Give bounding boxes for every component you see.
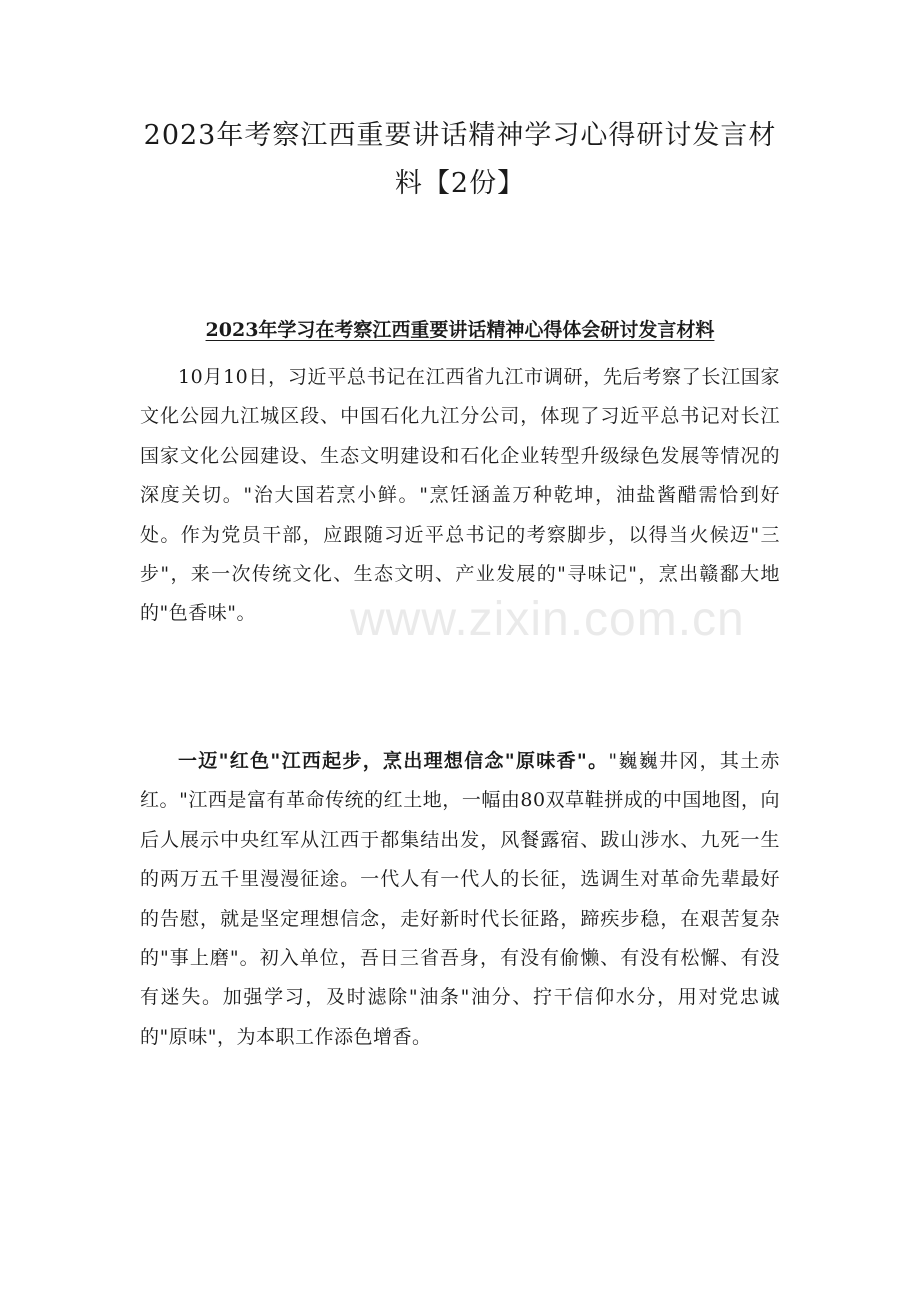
document-title: 2023年考察江西重要讲话精神学习心得研讨发言材料【2份】 xyxy=(143,120,777,199)
paragraph-body: "巍巍井冈，其土赤红。"江西是富有革命传统的红土地，一幅由80双草鞋拼成的中国地图，向后人展示中央红军从江西于都集结出发，风餐露宿、跋山涉水、九死一生的两万五千里漫漫征途。一代人有一代人的长征，选调生对革命先辈最好的告慰，就是坚定理想信念，走好新时代长征路，蹄疾步稳，在艰苦复杂的"事上磨"。初入单位，吾日三省吾身，有没有偷懒、有没有松懈、有没有迷失。加强学习，及时滤除"油条"油分、拧干信仰水分，用对党忠诚的"原味"，为本职工作添色增香。 xyxy=(140,750,780,1048)
watermark-text: www.zixin.com.cn xyxy=(350,593,745,646)
paragraph-red-jiangxi xyxy=(140,742,780,1057)
section-title: 2023年学习在考察江西重要讲话精神心得体会研讨发言材料 xyxy=(205,319,715,341)
paragraph-intro: 10月10日，习近平总书记在江西省九江市调研，先后考察了长江国家文化公园九江城区段、中国石化九江分公司，体现了习近平总书记对长江国家文化公园建设、生态文明建设和石化企业转型升级绿色发展等情况的深度关切。"治大国若烹小鲜。"烹饪涵盖万种乾坤，油盐酱醋需恰到好处。作为党员干部，应跟随习近平总书记的考察脚步，以得当火候迈"三步"，来一次传统文化、生态文明、产业发展的"寻味记"，烹出赣鄱大地的"色香味"。 xyxy=(140,366,780,625)
paragraph-lead: 一迈"红色"江西起步，烹出理想信念"原味香"。 xyxy=(178,750,609,772)
